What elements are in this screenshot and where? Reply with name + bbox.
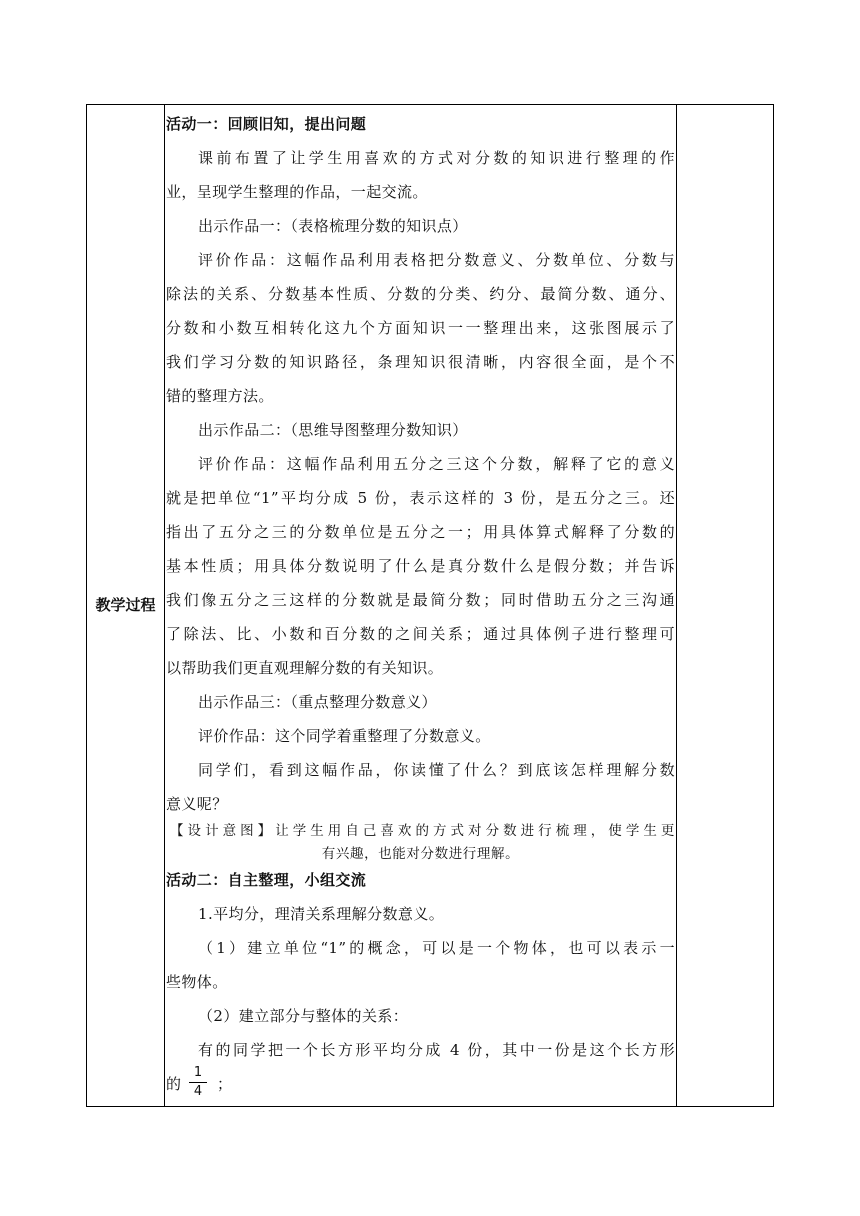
activity-one-heading: 活动一：回顾旧知，提出问题	[166, 115, 367, 133]
text-line: 出示作品三：（重点整理分数意义）	[198, 693, 437, 711]
text-line: 了除法、比、小数和百分数的之间关系；通过具体例子进行整理可	[166, 625, 675, 643]
text-line: 评价作品：这幅作品利用表格把分数意义、分数单位、分数与	[198, 251, 675, 269]
text-line: 评价作品：这个同学着重整理了分数意义。	[198, 727, 491, 745]
lesson-table	[86, 104, 774, 1107]
column-divider-left	[164, 105, 165, 1106]
row-label: 教学过程	[95, 596, 156, 614]
text-line: 课前布置了让学生用喜欢的方式对分数的知识进行整理的作	[198, 149, 675, 167]
text-line: 就是把单位“1”平均分成 5 份，表示这样的 3 份，是五分之三。还	[166, 489, 675, 507]
text-line: 意义呢？	[166, 795, 228, 813]
text-line: 以帮助我们更直观理解分数的有关知识。	[166, 659, 444, 677]
text-line: （1）建立单位“1”的概念，可以是一个物体，也可以表示一	[198, 939, 675, 957]
text-line: 除法的关系、分数基本性质、分数的分类、约分、最简分数、通分、	[166, 285, 675, 303]
text-line: 出示作品一：（表格梳理分数的知识点）	[198, 217, 468, 235]
text-line: 同学们，看到这幅作品，你读懂了什么？到底该怎样理解分数	[198, 761, 675, 779]
text-line: 有的同学把一个长方形平均分成 4 份，其中一份是这个长方形	[198, 1041, 675, 1059]
design-intent-line: 【设计意图】让学生用自己喜欢的方式对分数进行梳理，使学生更	[170, 823, 675, 839]
column-divider-right	[676, 105, 677, 1106]
text-line: 指出了五分之三的分数单位是五分之一；用具体算式解释了分数的	[166, 523, 675, 541]
text-line: 出示作品二：（思维导图整理分数知识）	[198, 421, 468, 439]
text-line: 我们学习分数的知识路径，条理知识很清晰，内容很全面，是个不	[166, 353, 675, 371]
text-line: 分数和小数互相转化这九个方面知识一一整理出来，这张图展示了	[166, 319, 675, 337]
text-line: 些物体。	[166, 973, 228, 991]
activity-two-heading: 活动二：自主整理，小组交流	[166, 871, 367, 889]
text-line: 1.平均分，理清关系理解分数意义。	[198, 905, 445, 923]
text-line: 基本性质；用具体分数说明了什么是真分数什么是假分数；并告诉	[166, 557, 675, 575]
fraction-numerator: 1	[193, 1065, 203, 1080]
text-line: 的	[166, 1075, 182, 1093]
text-line: 错的整理方法。	[166, 387, 274, 405]
fraction-bar	[189, 1082, 207, 1083]
text-line: 业，呈现学生整理的作品，一起交流。	[166, 183, 428, 201]
text-line: 我们像五分之三这样的分数就是最简分数；同时借助五分之三沟通	[166, 591, 675, 609]
text-line: 评价作品：这幅作品利用五分之三这个分数，解释了它的意义	[198, 455, 675, 473]
text-line: （2）建立部分与整体的关系：	[198, 1007, 409, 1025]
fraction-trailing-punct: ；	[217, 1075, 233, 1093]
fraction-one-quarter	[189, 1065, 207, 1100]
fraction-denominator: 4	[193, 1084, 203, 1099]
design-intent-line: 有兴趣，也能对分数进行理解。	[321, 846, 520, 862]
